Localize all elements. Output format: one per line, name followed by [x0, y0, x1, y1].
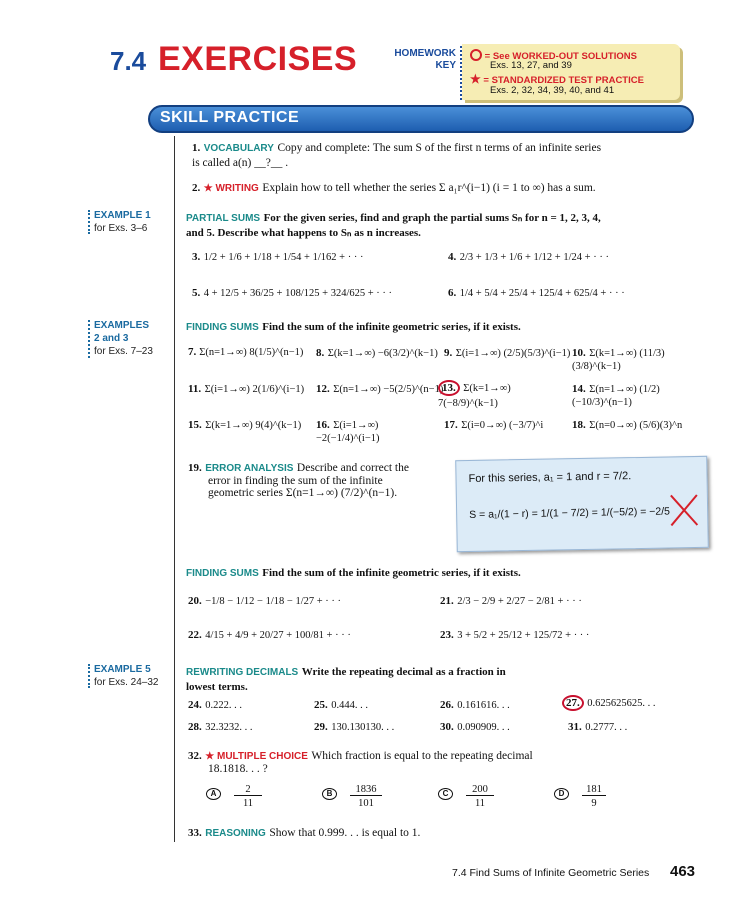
footer-title: 7.4 Find Sums of Infinite Geometric Series — [452, 867, 650, 879]
exercise-number: 16. — [316, 419, 330, 431]
choice-letter: A — [206, 788, 221, 800]
partial-sums-instruction — [186, 210, 606, 240]
choice-letter: C — [438, 788, 453, 800]
expression: Σ(n=0→∞) (5/6)(3)^n — [589, 420, 683, 431]
section-title: EXERCISES — [158, 40, 358, 78]
keyword: ★ MULTIPLE CHOICE — [205, 751, 308, 762]
exercise-number: 23. — [440, 629, 454, 641]
exercise-number: 11. — [188, 383, 202, 395]
page-number: 463 — [670, 863, 696, 880]
keyword: ★ WRITING — [203, 183, 259, 194]
exercise-number: 32. — [188, 750, 202, 762]
exercise-number: 8. — [316, 347, 325, 359]
exercise-number: 25. — [314, 699, 328, 711]
exercise-number: 5. — [192, 287, 201, 299]
exercise-number: 29. — [314, 721, 328, 733]
exercise-text: 18.1818. . . ? — [208, 763, 268, 775]
error-line-1: For this series, a₁ = 1 and r = 7/2. — [468, 470, 632, 485]
expression: 4 + 12/5 + 36/25 + 108/125 + 324/625 + · · · — [203, 288, 393, 299]
exercise-10 — [572, 346, 712, 372]
exercise-19 — [188, 460, 448, 499]
exercise-13 — [438, 380, 570, 409]
exercise-number: 19. — [188, 462, 202, 474]
decimal-value: 0.2777. . . — [585, 722, 628, 733]
exercise-number: 15. — [188, 419, 202, 431]
exercise-text: error in finding the sum of the infinite — [208, 475, 383, 487]
exercise-number: 7. — [188, 346, 197, 358]
exercise-3 — [192, 250, 363, 263]
exercise-6 — [448, 286, 625, 299]
exercise-20 — [188, 594, 341, 607]
decimal-value: 32.3232. . . — [205, 722, 253, 733]
decimal-value: 0.161616. . . — [457, 700, 510, 711]
choice-denominator: 11 — [474, 798, 486, 809]
exercise-9 — [444, 346, 572, 359]
margin-rule — [174, 136, 175, 842]
example-1-label: EXAMPLE 1 — [94, 210, 151, 221]
instruction-text: Find the sum of the infinite geometric series, if it exists. — [262, 567, 521, 579]
exercise-11 — [188, 382, 316, 395]
choice-a[interactable] — [206, 784, 254, 809]
decimal-value: 0.625625625. . . — [587, 698, 656, 709]
decimal-value: 0.444. . . — [331, 700, 368, 711]
exercise-12 — [316, 382, 444, 395]
exercise-text: Which fraction is equal to the repeating decimal — [311, 750, 533, 762]
exercise-15 — [188, 418, 316, 431]
exercise-25 — [314, 698, 368, 711]
exercise-number: 6. — [448, 287, 457, 299]
exercise-text: Describe and correct the — [296, 462, 409, 474]
exercise-18 — [572, 418, 712, 431]
exercise-32 — [188, 748, 668, 775]
example-5-label: EXAMPLE 5 — [94, 664, 151, 675]
exercise-8 — [316, 346, 444, 359]
multiple-choice-options — [206, 786, 606, 818]
side-label-dots — [88, 320, 90, 358]
expression: Σ(k=1→∞) 9(4)^(k−1) — [205, 420, 302, 431]
expression: −1/8 − 1/12 − 1/18 − 1/27 + · · · — [205, 596, 342, 607]
exercise-number: 4. — [448, 251, 457, 263]
exercise-30 — [440, 720, 510, 733]
exercise-number: 30. — [440, 721, 454, 733]
choice-denominator: 101 — [358, 798, 374, 809]
exercise-4 — [448, 250, 609, 263]
exercise-number: 9. — [444, 347, 453, 359]
expression: Σ(n=1→∞) 8(1/5)^(n−1) — [199, 347, 304, 358]
exercise-5 — [192, 286, 392, 299]
keyword: VOCABULARY — [203, 143, 274, 154]
decimal-value: 130.130130. . . — [331, 722, 395, 733]
exercise-number: 31. — [568, 721, 582, 733]
exercise-number: 20. — [188, 595, 202, 607]
expression: Σ(i=1→∞) 2(1/6)^(i−1) — [204, 384, 305, 395]
exercise-number: 18. — [572, 419, 586, 431]
finding-sums-grid-2 — [188, 594, 708, 654]
exercise-16 — [316, 418, 444, 444]
test-practice-exs: Exs. 2, 32, 34, 39, 40, and 41 — [490, 85, 615, 96]
worked-out-exs: Exs. 13, 27, and 39 — [490, 60, 572, 71]
exercise-17 — [444, 418, 572, 431]
choice-numerator: 1836 — [350, 784, 382, 796]
exercise-number: 33. — [188, 827, 202, 839]
exercise-7 — [188, 346, 316, 358]
expression: 2/3 + 1/3 + 1/6 + 1/12 + 1/24 + · · · — [459, 252, 609, 263]
choice-letter: B — [322, 788, 337, 800]
instruction-text: Write the repeating decimal as a fraction in lowest terms. — [186, 666, 506, 693]
side-label-dots — [88, 210, 90, 234]
choice-c[interactable] — [438, 784, 488, 809]
expression: Σ(k=1→∞) (11/3)(3/8)^(k−1) — [572, 348, 665, 372]
exercise-text: geometric series Σ(n=1→∞) (7/2)^(n−1). — [208, 487, 398, 499]
homework-key-label: HOMEWORK KEY — [394, 48, 456, 71]
exercise-number: 1. — [192, 142, 201, 154]
keyword: FINDING SUMS — [186, 568, 259, 579]
finding-sums-grid — [188, 346, 718, 446]
examples-2-3-label: EXAMPLES — [94, 320, 150, 331]
exercise-28 — [188, 720, 253, 733]
test-practice-label: = STANDARDIZED TEST PRACTICE — [483, 75, 644, 86]
exercise-number: 12. — [316, 383, 330, 395]
choice-b[interactable] — [322, 784, 377, 809]
choice-denominator: 11 — [242, 798, 254, 809]
examples-2-3-label-2: 2 and 3 — [94, 333, 129, 344]
homework-key-box — [462, 44, 680, 100]
decimals-grid — [188, 698, 708, 738]
keyword: FINDING SUMS — [186, 322, 259, 333]
exercise-number: 17. — [444, 419, 458, 431]
rewriting-decimals-instruction — [186, 664, 526, 694]
instruction-text: For the given series, find and graph the partial sums Sₙ for n = 1, 2, 3, 4, and 5. Describe what happens to Sₙ as n increases. — [186, 212, 601, 239]
decimal-value: 0.222. . . — [205, 700, 242, 711]
exercise-number: 21. — [440, 595, 454, 607]
exercise-24 — [188, 698, 242, 711]
worked-out-label: = See WORKED-OUT SOLUTIONS — [484, 51, 637, 62]
finding-sums-instruction-2 — [186, 566, 686, 579]
exercise-19-line-1 — [188, 460, 448, 475]
exercise-1 — [192, 140, 602, 170]
expression: Σ(i=0→∞) (−3/7)^i — [461, 420, 544, 431]
circle-icon — [470, 49, 482, 61]
exercise-22 — [188, 628, 351, 641]
choice-numerator: 200 — [466, 784, 494, 796]
exercise-number: 26. — [440, 699, 454, 711]
decimal-value: 0.090909. . . — [457, 722, 510, 733]
exercise-27 — [562, 695, 656, 711]
exercise-26 — [440, 698, 510, 711]
expression: Σ(k=1→∞) −6(3/2)^(k−1) — [327, 348, 438, 359]
keyword: ERROR ANALYSIS — [205, 463, 294, 474]
expression: Σ(n=1→∞) −5(2/5)^(n−1) — [333, 384, 444, 395]
section-number: 7.4 — [110, 46, 147, 76]
choice-numerator: 2 — [234, 784, 262, 796]
example-1-sub: for Exs. 3–6 — [94, 223, 148, 234]
exercise-32-line-1 — [188, 748, 668, 763]
example-5-sub: for Exs. 24–32 — [94, 677, 159, 688]
star-icon: ★ — [470, 72, 481, 86]
expression: 2/3 − 2/9 + 2/27 − 2/81 + · · · — [457, 596, 582, 607]
exercise-33 — [188, 826, 588, 839]
error-analysis-box — [455, 456, 709, 552]
expression: 3 + 5/2 + 25/12 + 125/72 + · · · — [457, 630, 590, 641]
exercise-2 — [192, 180, 612, 195]
exercise-number: 22. — [188, 629, 202, 641]
exercise-text: Copy and complete: The sum S of the first n terms of an infinite series is called a(n) __?__ . — [192, 142, 602, 169]
exercise-31 — [568, 720, 627, 733]
exercise-text: Show that 0.999. . . is equal to 1. — [269, 827, 421, 839]
exercise-14 — [572, 382, 712, 408]
skill-practice-title: SKILL PRACTICE — [160, 109, 300, 126]
exercise-23 — [440, 628, 589, 641]
choice-numerator: 181 — [582, 784, 606, 796]
examples-2-3-sub: for Exs. 7–23 — [94, 346, 153, 357]
choice-d[interactable] — [554, 784, 602, 809]
exercise-29 — [314, 720, 394, 733]
expression: 4/15 + 4/9 + 20/27 + 100/81 + · · · — [205, 630, 351, 641]
keyword: REASONING — [205, 828, 266, 839]
error-x-icon — [669, 493, 700, 528]
choice-denominator: 9 — [591, 798, 597, 809]
expression: Σ(i=1→∞) −2(−1/4)^(i−1) — [316, 420, 380, 444]
expression: Σ(k=1→∞) 7(−8/9)^(k−1) — [438, 383, 511, 409]
error-line-2: S = a₁/(1 − r) = 1/(1 − 7/2) = 1/(−5/2) = −2/5 — [469, 505, 671, 521]
exercise-21 — [440, 594, 582, 607]
finding-sums-instruction — [186, 320, 686, 333]
worked-out-circle: 27. — [562, 695, 584, 711]
expression: Σ(n=1→∞) (1/2)(−10/3)^(n−1) — [572, 384, 660, 408]
exercise-number: 24. — [188, 699, 202, 711]
exercise-number: 10. — [572, 347, 586, 359]
expression: Σ(i=1→∞) (2/5)(5/3)^(i−1) — [455, 348, 571, 359]
keyword: PARTIAL SUMS — [186, 213, 261, 224]
exercise-number: 28. — [188, 721, 202, 733]
instruction-text: Find the sum of the infinite geometric series, if it exists. — [262, 321, 521, 333]
side-label-dots — [88, 664, 90, 688]
keyword: REWRITING DECIMALS — [186, 667, 299, 678]
exercise-number: 14. — [572, 383, 586, 395]
expression: 1/2 + 1/6 + 1/18 + 1/54 + 1/162 + · · · — [203, 252, 364, 263]
worked-out-circle: 13. — [438, 380, 460, 396]
exercise-number: 3. — [192, 251, 201, 263]
choice-letter: D — [554, 788, 569, 800]
expression: 1/4 + 5/4 + 25/4 + 125/4 + 625/4 + · · · — [459, 288, 625, 299]
exercise-number: 2. — [192, 182, 201, 194]
exercise-text: Explain how to tell whether the series Σ a₁r^(i−1) (i = 1 to ∞) has a sum. — [262, 182, 596, 194]
